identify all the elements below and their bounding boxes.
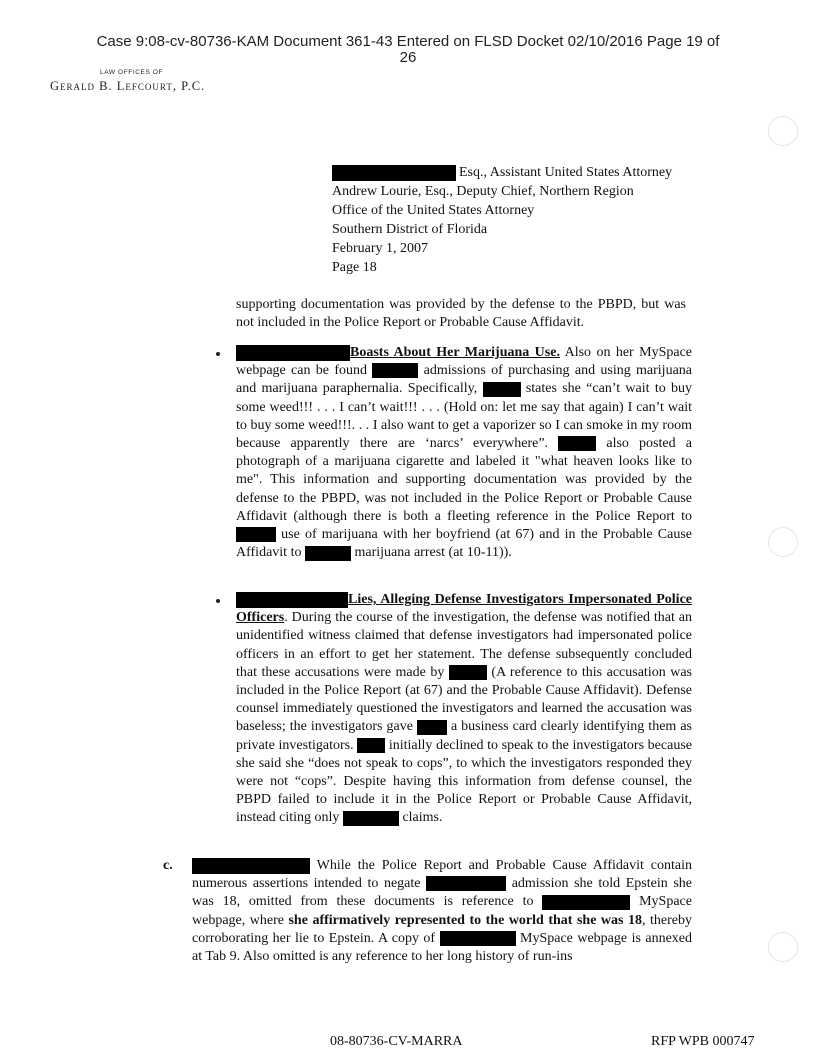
redaction: [417, 720, 447, 735]
redaction: [343, 811, 399, 826]
redaction: [357, 738, 385, 753]
redaction: [558, 436, 596, 451]
law-offices-label: LAW OFFICES OF: [100, 69, 164, 76]
addressee-line3: Office of the United States Attorney: [332, 203, 535, 218]
bullet-heading: Lies, Alleging Defense Investigators Impersonated Police Officers: [236, 592, 692, 626]
redaction: [305, 546, 351, 561]
redaction: [236, 527, 276, 542]
addressee-block: [332, 163, 672, 277]
continuation-paragraph: supporting documentation was provided by the defense to the PBPD, but was not included in the Police Report or Probable Cause Affidavit.: [236, 297, 686, 331]
section-letter: c.: [163, 858, 173, 873]
redaction: [236, 592, 348, 608]
addressee-line1: Esq., Assistant United States Attorney: [332, 163, 672, 182]
section-c-paragraph: While the Police Report and Probable Cause Affidavit contain numerous assertions intended to negate admission she told Epstein she was 18, omitted from these documents is reference to MySpace webpage, where she affirmatively represented to the world that she was 18, thereby corroborating her lie to Epstein. A copy of MySpace webpage is annexed at Tab 9. Also omitted is any reference to her long history of run-ins: [192, 858, 693, 965]
bullet-investigators-paragraph: Lies, Alleging Defense Investigators Impersonated Police Officers. During the course of the investigation, the defense was notified that an unidentified witness claimed that defense investigators had impersonated police officers in an effort to get her statement. The defense subsequently concluded that these accusations were made by (A reference to this accusation was included in the Police Report (at 67) and the Probable Cause Affidavit). Defense counsel immediately questioned the investigators and learned the accusation was baseless; the investigators gave a business card clearly identifying them as private investigators. initially declined to speak to the investigators because she said she “does not speak to cops”, to which the investigators responded they were not “cops”. Despite having this information from defense counsel, the PBPD failed to include it in the Police Report or Probable Cause Affidavit, instead citing only claims.: [236, 592, 692, 826]
bullet-marker: [216, 599, 220, 603]
letter-date: February 1, 2007: [332, 241, 429, 256]
punch-hole-top: [768, 116, 798, 146]
bullet-marijuana-paragraph: Boasts About Her Marijuana Use. Also on her MySpace webpage can be found admissions of purchasing and using marijuana and marijuana paraphernalia. Specifically, states she “can’t wait to buy some weed!!! . . . I can’t wait!!! . . . (Hold on: let me say that again) I can’t wait to buy some weed!!!. . . I also want to get a vaporizer so I can smoke in my room because apparently there are ‘narcs’ everywhere”. also posted a photograph of a marijuana cigarette and labeled it "what heaven looks like to me". This information and supporting documentation was provided by the defense to the PBPD, was not included in the Police Report or Probable Cause Affidavit (although there is both a fleeting reference in the Police Report to use of marijuana with her boyfriend (at 67) and in the Probable Cause Affidavit to marijuana arrest (at 10-11)).: [236, 345, 693, 561]
court-header-line2: 26: [399, 49, 417, 66]
bullet-marker: [216, 352, 220, 356]
footer-bates-number: RFP WPB 000747: [651, 1034, 755, 1049]
redaction: [483, 382, 521, 397]
redaction: [236, 345, 350, 361]
court-filing-header: [0, 34, 816, 66]
punch-hole-middle: [768, 527, 798, 557]
redaction: [332, 165, 456, 181]
court-header-line1: Case 9:08-cv-80736-KAM Document 361-43 Entered on FLSD Docket 02/10/2016 Page 19 of: [96, 33, 720, 50]
redaction: [440, 931, 516, 946]
redaction: [192, 858, 310, 874]
bullet-heading: Boasts About Her Marijuana Use.: [350, 345, 560, 360]
redaction: [372, 363, 418, 378]
addressee-line4: Southern District of Florida: [332, 222, 488, 237]
punch-hole-bottom: [768, 932, 798, 962]
redaction: [426, 876, 506, 891]
firm-name: Gerald B. Lefcourt, P.C.: [50, 79, 206, 93]
redaction: [449, 665, 487, 680]
redaction: [542, 895, 630, 910]
footer-case-number: 08-80736-CV-MARRA: [330, 1034, 463, 1049]
page-marker: Page 18: [332, 260, 377, 275]
addressee-line2: Andrew Lourie, Esq., Deputy Chief, Northern Region: [332, 184, 634, 199]
